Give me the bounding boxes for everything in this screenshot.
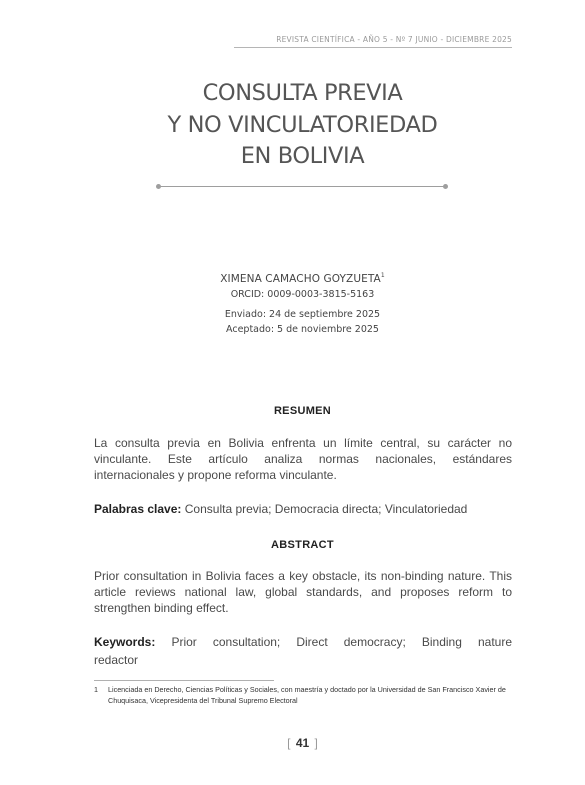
article-title <box>0 78 585 173</box>
header-rule <box>234 47 512 48</box>
palabras-clave <box>94 501 512 517</box>
title-line-1: CONSULTA PREVIA <box>202 80 403 106</box>
page-bracket-close: ] <box>314 736 318 750</box>
keywords-continuation: redactor <box>94 653 139 667</box>
title-line-3: EN BOLIVIA <box>240 143 365 169</box>
footnote <box>94 685 514 705</box>
palabras-clave-values: Consulta previa; Democracia directa; Vinculatoriedad <box>184 502 468 516</box>
title-divider <box>158 186 446 187</box>
date-sent: Enviado: 24 de septiembre 2025 <box>224 309 381 320</box>
footnote-number: 1 <box>94 685 98 694</box>
keywords-label: Keywords: <box>94 635 156 649</box>
divider-dot-right <box>443 184 448 189</box>
author-name <box>0 272 585 285</box>
resumen-text: La consulta previa en Bolivia enfrenta un límite central, su carácter no vinculante. Este artículo analiza normas nacionales, estándares internacionales y propone reforma vinculante. <box>94 436 512 482</box>
author-name-text: XIMENA CAMACHO GOYZUETA <box>220 273 381 285</box>
date-accepted: Aceptado: 5 de noviembre 2025 <box>226 324 379 335</box>
page-number <box>0 736 585 750</box>
page-bracket-open: [ <box>287 736 291 750</box>
footnote-text: Licenciada en Derecho, Ciencias Políticas y Sociales, con maestría y doctado por la Universidad de San Francisco Xavier de Chuquisaca, Vicepresidenta del Tribunal Supremo Electoral <box>108 685 506 705</box>
author-footnote-mark[interactable]: 1 <box>380 272 385 279</box>
abstract-text: Prior consultation in Bolivia faces a key obstacle, its non-binding nature. This article reviews national law, global standards, and proposes reform to strengthen binding effect. <box>94 569 512 615</box>
keywords <box>94 634 512 668</box>
abstract-heading: ABSTRACT <box>271 539 334 551</box>
resumen-heading: RESUMEN <box>273 405 332 417</box>
footnote-rule <box>94 680 274 681</box>
palabras-clave-label: Palabras clave: <box>94 502 182 516</box>
author-orcid: ORCID: 0009-0003-3815-5163 <box>230 289 375 300</box>
keywords-values: Prior consultation; Direct democracy; Binding nature <box>171 635 512 649</box>
running-header: REVISTA CIENTÍFICA - AÑO 5 - Nº 7 JUNIO - DICIEMBRE 2025 <box>276 35 512 44</box>
page-number-value: 41 <box>295 736 310 750</box>
title-line-2: Y NO VINCULATORIEDAD <box>167 111 438 138</box>
divider-dot-left <box>156 184 161 189</box>
